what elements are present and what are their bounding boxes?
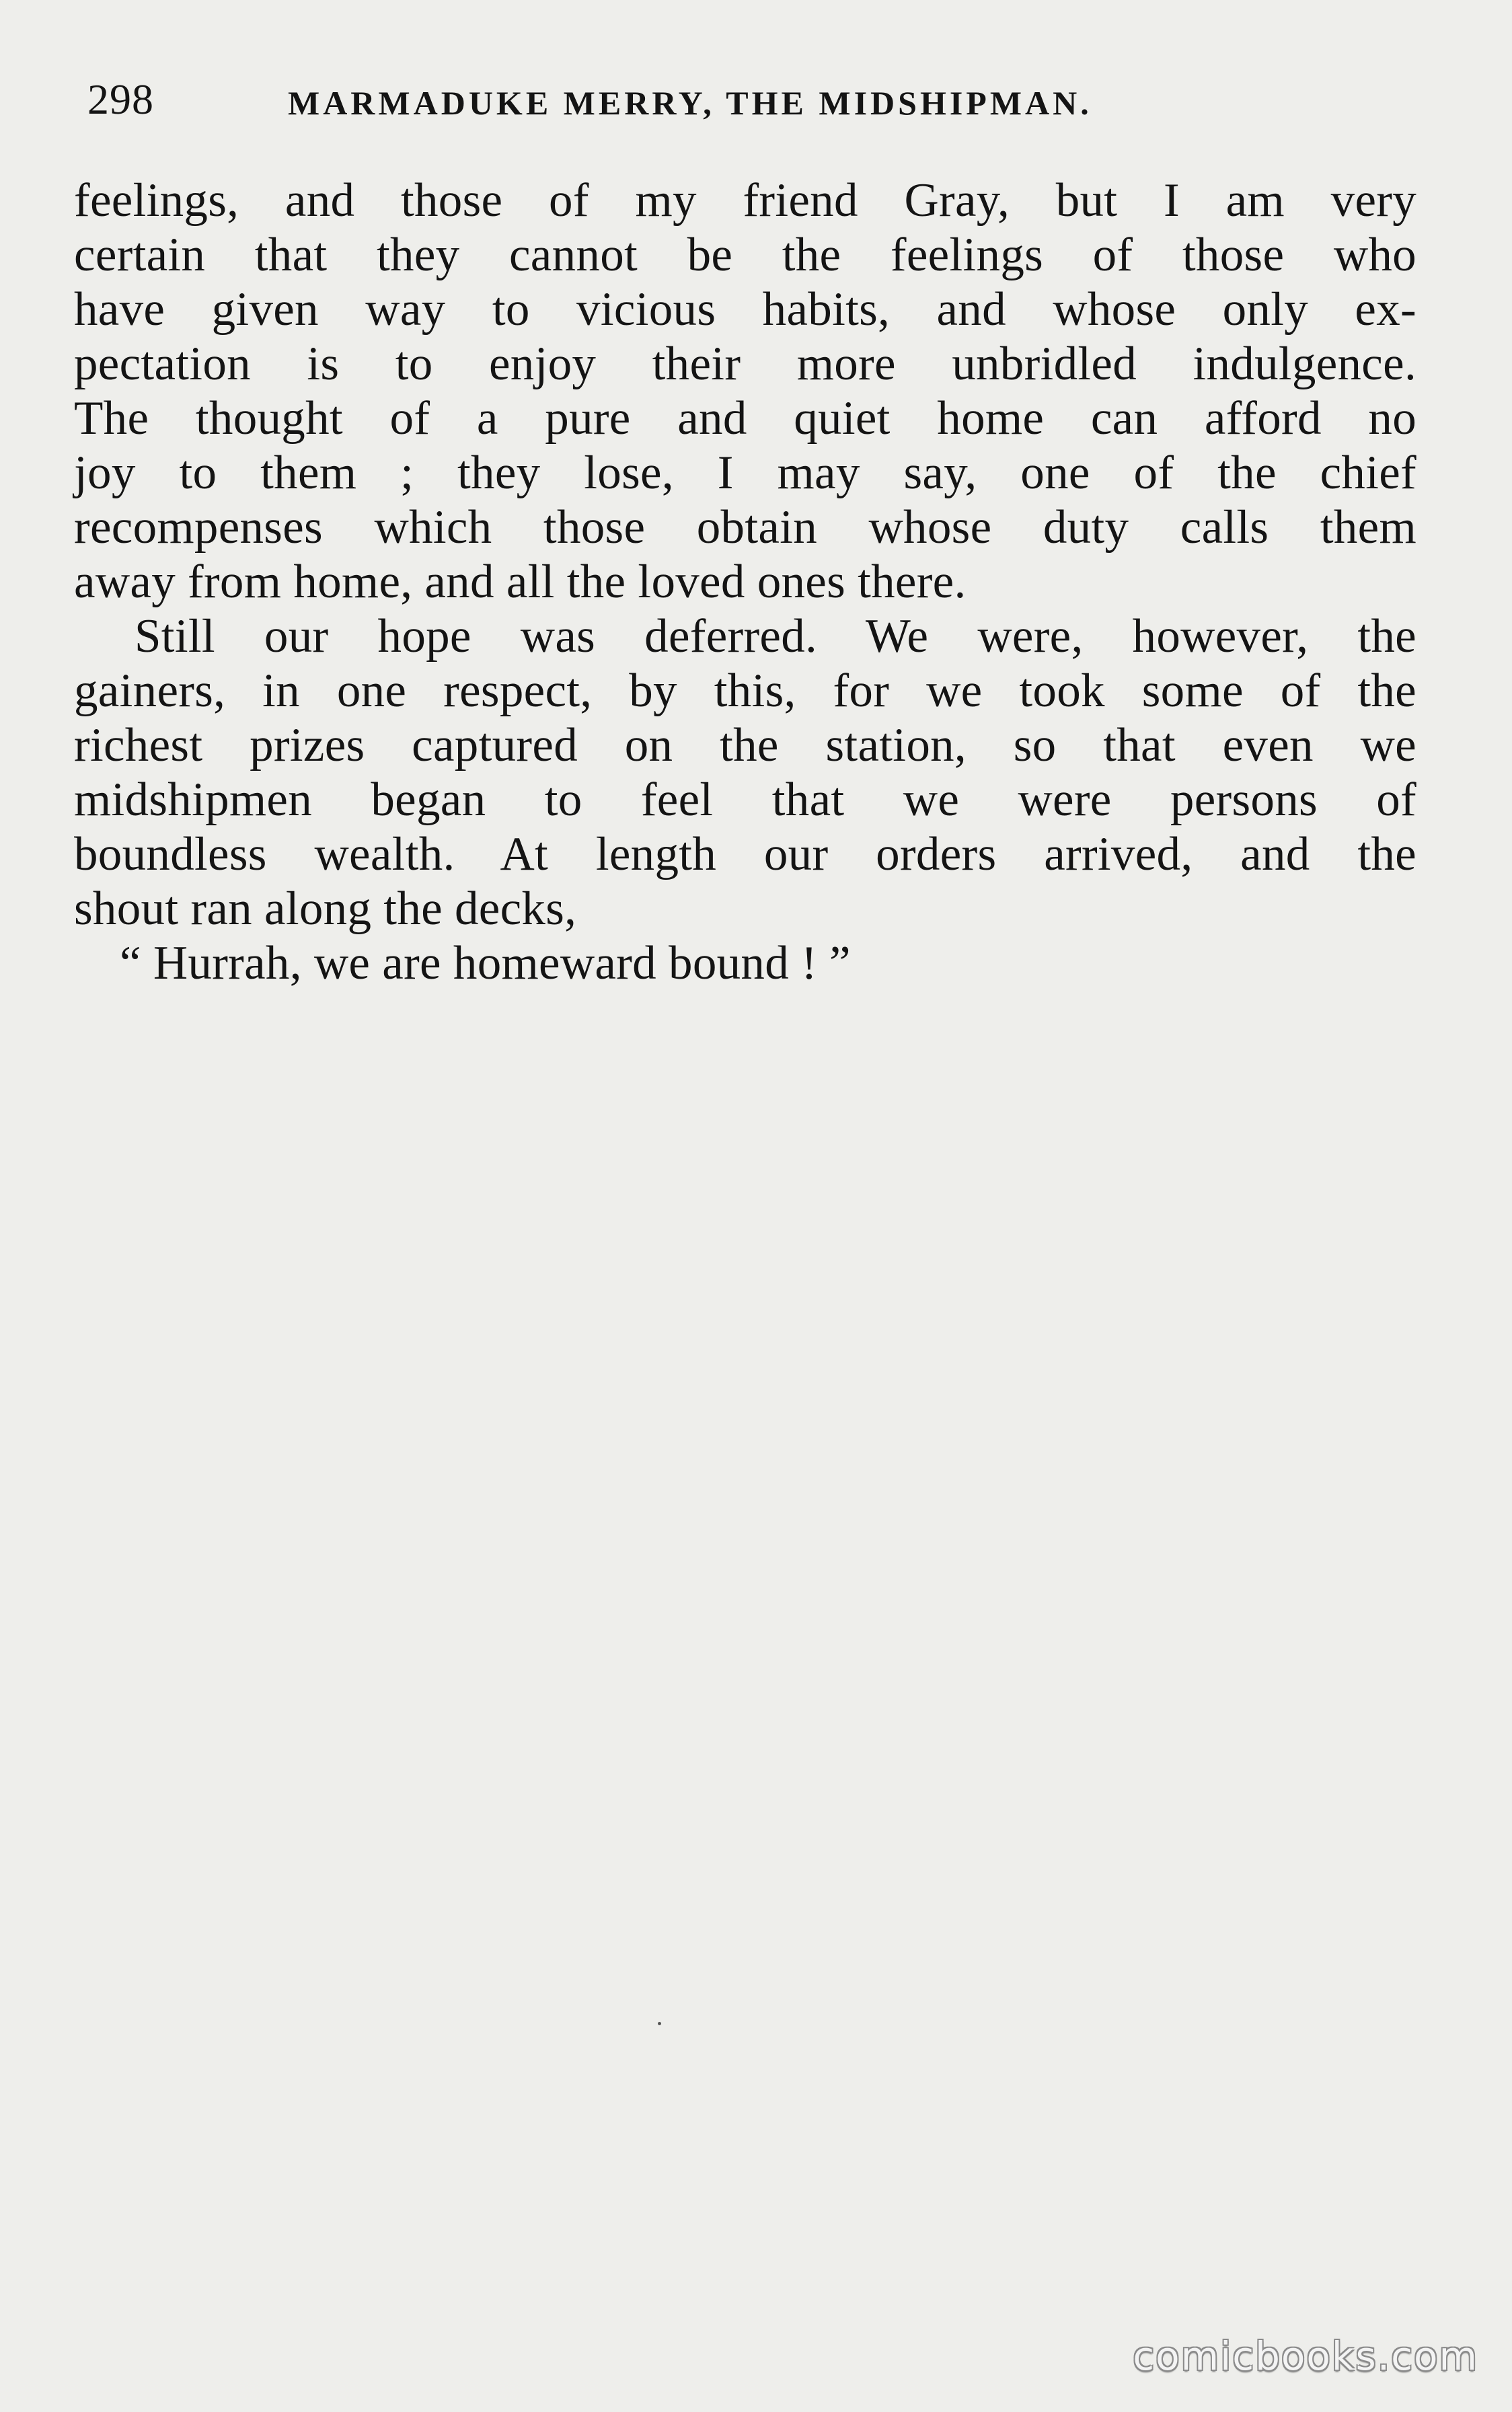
text-line: richest prizes captured on the station, so that even we [74,719,1416,771]
text-line: away from home, and all the loved ones there. [74,556,967,608]
print-speck [658,2022,661,2025]
text-line: “ Hurrah, we are homeward bound ! ” [120,937,851,989]
text-line: Still our hope was deferred. We were, however, the [135,610,1416,663]
text-line: feelings, and those of my friend Gray, but I am very [74,174,1416,227]
text-line: gainers, in one respect, by this, for we took some of the [74,665,1416,717]
text-line: joy to them ; they lose, I may say, one of the chief [74,447,1416,499]
page-number: 298 [87,75,154,123]
running-title: MARMADUKE MERRY, THE MIDSHIPMAN. [288,84,1092,122]
text-line: shout ran along the decks, [74,882,577,935]
text-line: certain that they cannot be the feelings of those who [74,229,1416,281]
text-line: have given way to vicious habits, and whose only ex- [74,283,1416,336]
text-line: recompenses which those obtain whose duty calls them [74,501,1416,554]
watermark: comicbooks.com [1133,2333,1478,2379]
text-line: pectation is to enjoy their more unbridled indulgence. [74,338,1416,390]
text-line: The thought of a pure and quiet home can afford no [74,392,1416,445]
body-text [74,174,1416,991]
running-head [81,67,1419,128]
text-line: midshipmen began to feel that we were persons of [74,774,1416,826]
text-line: boundless wealth. At length our orders arrived, and the [74,828,1416,880]
